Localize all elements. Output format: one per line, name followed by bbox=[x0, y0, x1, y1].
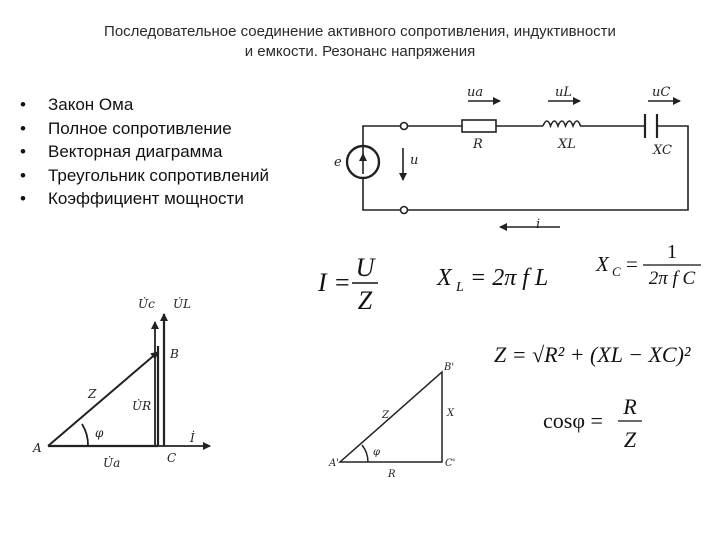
vd-label-c: C bbox=[167, 451, 177, 465]
formula-inductive-reactance bbox=[436, 265, 548, 295]
xc-numerator: 1 bbox=[667, 241, 677, 263]
impedance-triangle bbox=[340, 372, 442, 462]
terminal-top bbox=[401, 123, 408, 130]
title-line-2: и емкости. Резонанс напряжения bbox=[244, 43, 476, 60]
tri-label-r: R bbox=[388, 469, 396, 480]
vd-label-ul: U̇L bbox=[173, 297, 192, 311]
label-u: u bbox=[410, 153, 419, 168]
vd-label-a: A bbox=[33, 441, 42, 455]
svg-text:=: = bbox=[626, 252, 638, 276]
vd-label-i: İ bbox=[190, 431, 195, 445]
label-x-l: XL bbox=[558, 137, 576, 152]
tri-label-z: Z bbox=[382, 410, 389, 421]
tri-label-a: A' bbox=[329, 458, 339, 469]
formula-ohms-law bbox=[317, 253, 378, 315]
inductor-symbol bbox=[543, 121, 581, 126]
vd-label-uc: U̇c bbox=[138, 297, 155, 311]
title-line-1: Последовательное соединение активного сопротивления, индуктивности bbox=[104, 23, 616, 40]
bullet-power-factor: • Коэффициент мощности bbox=[20, 187, 269, 211]
xc-denominator: 2π f C bbox=[648, 268, 696, 289]
impedance-text: Z = √R² + (XL − XC)² bbox=[494, 342, 691, 367]
wire-top bbox=[408, 126, 688, 210]
formula-capacitive-reactance bbox=[595, 241, 701, 289]
label-x-c: XC bbox=[653, 143, 672, 158]
label-u-l: uL bbox=[555, 85, 573, 100]
circuit-schematic bbox=[347, 101, 688, 227]
tri-label-phi: φ bbox=[373, 447, 381, 458]
terminal-bottom bbox=[401, 207, 408, 214]
xl-rhs: = 2π f L bbox=[470, 265, 549, 291]
label-e: e bbox=[334, 155, 342, 170]
wire-top-left bbox=[363, 126, 400, 158]
vector-diagram bbox=[48, 314, 210, 446]
wire-bottom-left bbox=[363, 178, 400, 210]
resistor-symbol bbox=[462, 120, 496, 132]
bullet-impedance-triangle: • Треугольник сопротивлений bbox=[20, 164, 269, 188]
cos-lhs: cosφ = bbox=[543, 408, 603, 433]
xl-lhs: X bbox=[437, 265, 452, 291]
xc-subscript: C bbox=[612, 264, 621, 279]
label-u-c: uC bbox=[652, 85, 671, 100]
label-u-a: uа bbox=[467, 85, 484, 100]
tri-label-x: X bbox=[447, 408, 455, 419]
ohm-lhs: I bbox=[318, 268, 327, 297]
label-i: i bbox=[536, 217, 541, 232]
cos-numerator: R bbox=[623, 394, 637, 419]
vd-label-ur: U̇R bbox=[132, 399, 152, 413]
formula-power-factor bbox=[543, 394, 642, 452]
bullet-impedance: • Полное сопротивление bbox=[20, 117, 269, 141]
tri-label-b: B' bbox=[444, 362, 455, 373]
tri-label-c: C' bbox=[445, 458, 456, 469]
xl-subscript: L bbox=[456, 280, 464, 295]
vd-label-phi: φ bbox=[95, 426, 104, 440]
ohm-numerator: U bbox=[355, 253, 375, 282]
vd-label-ua: U̇a bbox=[103, 456, 121, 470]
svg-text:=: = bbox=[335, 268, 350, 297]
cos-denominator: Z bbox=[623, 427, 637, 452]
vd-label-b: B bbox=[170, 347, 179, 361]
bullet-ohms-law: • Закон Ома bbox=[20, 93, 269, 117]
bullet-vector-diagram: • Векторная диаграмма bbox=[20, 140, 269, 164]
ohm-denominator: Z bbox=[357, 286, 373, 315]
vd-label-z: Z bbox=[88, 387, 97, 401]
vector-diagram-labels bbox=[32, 296, 195, 470]
formula-impedance bbox=[494, 342, 691, 367]
xc-lhs: X bbox=[596, 252, 609, 276]
label-r: R bbox=[473, 137, 483, 152]
